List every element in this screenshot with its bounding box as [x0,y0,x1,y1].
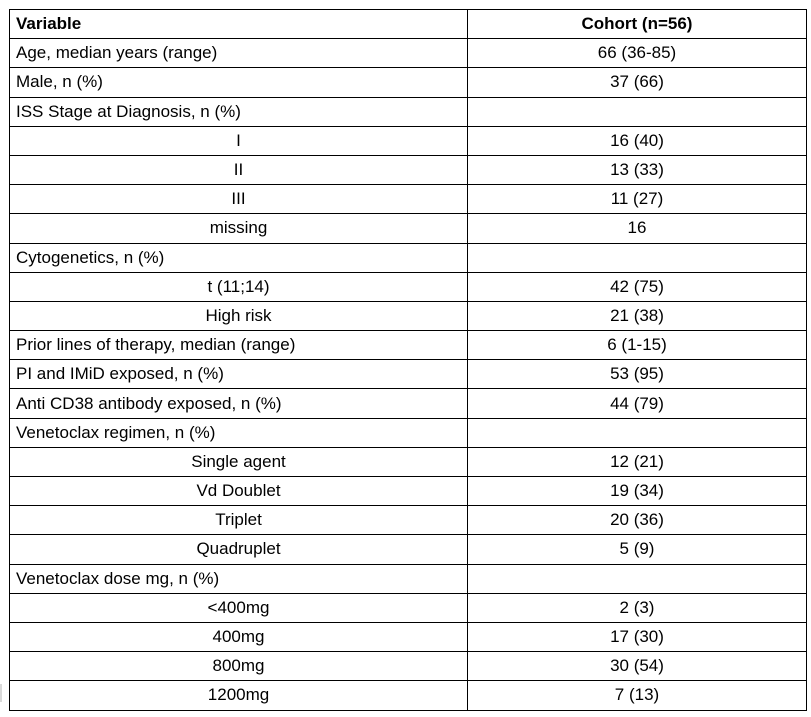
cohort-value [468,564,807,593]
cohort-value: 37 (66) [468,68,807,97]
table-row [10,331,807,360]
table-row [10,214,807,243]
table-row [10,681,807,710]
variable-label: Age, median years (range) [10,39,468,68]
variable-label: Cytogenetics, n (%) [10,243,468,272]
cohort-value: 21 (38) [468,301,807,330]
subcategory-label: Quadruplet [10,535,468,564]
table-row [10,360,807,389]
variable-label: Prior lines of therapy, median (range) [10,331,468,360]
cohort-value [468,97,807,126]
table-body [10,39,807,710]
cohort-value: 66 (36-85) [468,39,807,68]
cohort-value: 17 (30) [468,622,807,651]
edge-divider [0,684,2,702]
header-row [10,10,807,39]
subcategory-label: 800mg [10,652,468,681]
table-row [10,389,807,418]
subcategory-label: III [10,185,468,214]
table-row [10,301,807,330]
cohort-value: 20 (36) [468,506,807,535]
cohort-value: 30 (54) [468,652,807,681]
cohort-value: 19 (34) [468,477,807,506]
subcategory-label: II [10,155,468,184]
cohort-value: 5 (9) [468,535,807,564]
table-row [10,185,807,214]
cohort-value: 16 [468,214,807,243]
table-header [10,10,807,39]
table-row [10,155,807,184]
cohort-characteristics-table [9,9,807,711]
cohort-value [468,418,807,447]
variable-label: Venetoclax regimen, n (%) [10,418,468,447]
table-row [10,447,807,476]
cohort-value: 16 (40) [468,126,807,155]
table-row [10,622,807,651]
cohort-value: 42 (75) [468,272,807,301]
table-row [10,564,807,593]
cohort-value: 13 (33) [468,155,807,184]
subcategory-label: missing [10,214,468,243]
subcategory-label: High risk [10,301,468,330]
table-row [10,593,807,622]
cohort-value: 2 (3) [468,593,807,622]
table-row [10,477,807,506]
table-row [10,39,807,68]
table-row [10,418,807,447]
table-row [10,535,807,564]
header-variable: Variable [10,10,468,39]
subcategory-label: Triplet [10,506,468,535]
cohort-value: 12 (21) [468,447,807,476]
cohort-value: 7 (13) [468,681,807,710]
table-row [10,506,807,535]
subcategory-label: <400mg [10,593,468,622]
cohort-value: 44 (79) [468,389,807,418]
cohort-value [468,243,807,272]
subcategory-label: t (11;14) [10,272,468,301]
table-row [10,126,807,155]
variable-label: Male, n (%) [10,68,468,97]
variable-label: ISS Stage at Diagnosis, n (%) [10,97,468,126]
subcategory-label: Vd Doublet [10,477,468,506]
variable-label: PI and IMiD exposed, n (%) [10,360,468,389]
subcategory-label: 400mg [10,622,468,651]
cohort-value: 53 (95) [468,360,807,389]
header-cohort: Cohort (n=56) [468,10,807,39]
subcategory-label: Single agent [10,447,468,476]
table-row [10,97,807,126]
table-row [10,652,807,681]
variable-label: Venetoclax dose mg, n (%) [10,564,468,593]
table-row [10,68,807,97]
cohort-value: 11 (27) [468,185,807,214]
subcategory-label: 1200mg [10,681,468,710]
table-row [10,272,807,301]
table-row [10,243,807,272]
subcategory-label: I [10,126,468,155]
cohort-value: 6 (1-15) [468,331,807,360]
variable-label: Anti CD38 antibody exposed, n (%) [10,389,468,418]
